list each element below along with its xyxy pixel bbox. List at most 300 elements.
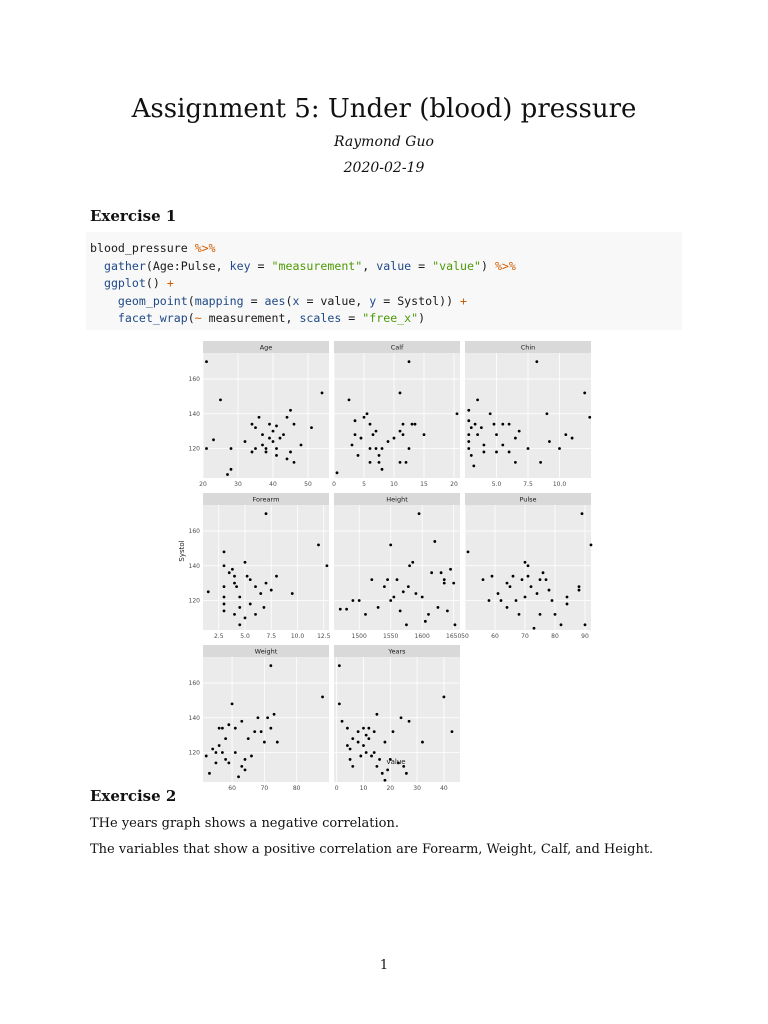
data-point [501,444,504,447]
data-point [375,447,378,450]
data-point [321,696,324,699]
code-token: = [341,311,363,325]
data-point [244,561,247,564]
x-tick-label: 50 [461,633,469,640]
code-token: ( [187,311,195,325]
data-point [354,419,357,422]
data-point [581,512,584,515]
data-point [408,447,411,450]
data-point [349,758,352,761]
code-block [86,232,682,330]
data-point [491,575,494,578]
data-point [489,412,492,415]
panel-background [465,505,591,630]
data-point [405,772,408,775]
data-point [535,360,538,363]
code-token: = [250,258,272,273]
data-point [470,426,473,429]
facet-scatter-figure [170,336,590,792]
panel-background [334,353,460,478]
data-point [289,451,292,454]
data-point [272,430,275,433]
data-point [508,423,511,426]
data-point [378,454,381,457]
data-point [488,599,491,602]
data-point [560,623,563,626]
data-point [205,360,208,363]
data-point [348,398,351,401]
data-point [364,613,367,616]
page-number: 1 [379,958,389,973]
data-point [545,578,548,581]
code-line [90,275,678,293]
data-point [373,751,376,754]
facet-panel [189,341,329,488]
data-point [247,737,250,740]
facet-label: Age [259,343,273,352]
data-point [238,623,241,626]
facet-label: Height [386,495,408,504]
y-tick-label: 160 [188,528,200,536]
code-token: value [376,258,412,273]
data-point [571,437,574,440]
x-tick-label: 7.5 [266,633,277,640]
data-point [375,765,378,768]
data-point [443,582,446,585]
facet-label: Forearm [252,495,280,504]
data-point [244,758,247,761]
data-point [205,447,208,450]
data-point [357,454,360,457]
data-point [427,613,430,616]
data-point [265,512,268,515]
data-point [443,578,446,581]
data-point [266,716,269,719]
data-point [508,451,511,454]
data-point [408,564,411,567]
data-point [249,603,252,606]
data-point [272,440,275,443]
x-tick-label: 40 [440,785,448,792]
data-point [211,748,214,751]
data-point [399,392,402,395]
data-point [370,578,373,581]
code-token: x [292,293,300,308]
data-point [387,440,390,443]
data-point [467,550,470,553]
data-point [524,561,527,564]
code-token: ggplot [103,276,146,290]
data-point [389,544,392,547]
data-point [367,737,370,740]
code-token: ~ [194,311,202,325]
code-token: measurement, [201,311,300,325]
data-point [381,447,384,450]
x-tick-label: 20 [450,481,458,488]
data-point [400,716,403,719]
data-point [282,433,285,436]
data-point [446,610,449,613]
data-point [402,423,405,426]
data-point [351,737,354,740]
x-tick-label: 15 [420,481,428,488]
data-point [578,585,581,588]
x-tick-label: 1600 [414,633,430,640]
data-point [212,438,215,441]
data-point [518,613,521,616]
y-tick-label: 160 [188,376,200,384]
data-point [286,416,289,419]
data-point [249,578,252,581]
data-point [251,423,254,426]
data-point [370,755,373,758]
data-point [584,623,587,626]
data-point [381,772,384,775]
data-point [449,568,452,571]
data-point [254,426,257,429]
data-point [207,590,210,593]
y-axis-label: Systol [178,540,186,562]
data-point [326,564,329,567]
data-point [590,544,593,547]
data-point [392,730,395,733]
data-point [430,571,433,574]
data-point [411,423,414,426]
data-point [231,702,234,705]
data-point [218,744,221,747]
data-point [384,741,387,744]
data-point [346,727,349,730]
facet-panel [189,493,331,640]
data-point [533,627,536,630]
data-point [381,468,384,471]
data-point [512,575,515,578]
data-point [509,585,512,588]
data-point [514,461,517,464]
data-point [369,423,372,426]
data-point [265,451,268,454]
data-point [383,585,386,588]
data-point [238,596,241,599]
data-point [456,412,459,415]
data-point [527,575,530,578]
data-point [346,744,349,747]
data-point [224,737,227,740]
x-tick-label: 7.5 [523,481,533,488]
data-point [539,461,542,464]
data-point [261,444,264,447]
code-line [90,293,678,311]
x-tick-label: 30 [413,785,421,792]
code-token: ( [187,293,195,308]
data-point [349,748,352,751]
data-point [223,596,226,599]
data-point [405,461,408,464]
code-token: = [411,258,433,273]
data-point [583,392,586,395]
x-tick-label: 1550 [383,633,399,640]
data-point [369,447,372,450]
data-point [476,433,479,436]
data-point [359,755,362,758]
data-point [554,613,557,616]
code-line [90,240,678,258]
exercise-2-paragraph-1: THe years graph shows a negative correlation. [90,816,399,831]
code-token [90,294,118,308]
facet-label: Weight [254,647,278,656]
panel-background [334,505,460,630]
data-point [408,720,411,723]
data-point [548,440,551,443]
data-point [351,765,354,768]
data-point [273,713,276,716]
code-token: (Age:Pulse, [145,258,230,273]
data-point [497,592,500,595]
facet-panel [465,341,591,488]
code-token: "value" [432,258,481,273]
x-tick-label: 80 [551,633,559,640]
data-point [495,451,498,454]
data-point [501,423,504,426]
data-point [362,744,365,747]
x-tick-label: 10 [359,785,368,792]
code-token: blood_pressure [90,241,195,255]
data-point [227,762,230,765]
data-point [244,768,247,771]
data-point [539,578,542,581]
x-tick-label: 1650 [446,633,462,640]
panel-background [203,353,329,478]
code-line [90,258,678,276]
exercise-2-paragraph-2: The variables that show a positive correlation are Forearm, Weight, Calf, and Height. [90,842,654,857]
x-tick-label: 0 [332,481,336,488]
x-tick-label: 60 [491,633,499,640]
data-point [223,610,226,613]
data-point [399,461,402,464]
data-point [237,775,240,778]
data-point [536,592,539,595]
data-point [483,451,486,454]
data-point [357,730,360,733]
data-point [551,599,554,602]
y-tick-label: 120 [188,597,200,605]
data-point [224,758,227,761]
code-token [90,311,118,325]
data-point [226,473,229,476]
data-point [240,720,243,723]
data-point [470,454,473,457]
data-point [223,585,226,588]
data-point [527,564,530,567]
x-tick-label: 10.0 [290,633,305,640]
data-point [275,575,278,578]
data-point [260,730,263,733]
data-point [215,751,218,754]
data-point [317,544,320,547]
data-point [205,755,208,758]
data-point [351,444,354,447]
facet-label: Calf [390,343,404,352]
data-point [223,603,226,606]
x-tick-label: 5 [362,481,366,488]
data-point [357,741,360,744]
exercise-2-heading: Exercise 2 [90,787,177,805]
data-point [514,437,517,440]
code-token: %>% [494,258,516,273]
data-point [339,608,342,611]
x-tick-label: 20 [386,785,395,792]
data-point [542,571,545,574]
x-axis-label: value [386,758,406,766]
facet-panel [334,493,462,640]
x-tick-label: 10.0 [552,481,567,488]
y-tick-label: 120 [188,749,200,757]
data-point [527,447,530,450]
data-point [300,444,303,447]
x-tick-label: 1500 [351,633,367,640]
data-point [341,720,344,723]
data-point [467,433,470,436]
data-point [362,727,365,730]
data-point [515,599,518,602]
data-point [367,727,370,730]
data-point [265,582,268,585]
data-point [223,550,226,553]
data-point [233,575,236,578]
data-point [265,447,268,450]
facet-label: Pulse [519,495,537,504]
data-point [218,727,221,730]
x-tick-label: 30 [234,481,242,488]
code-token: ( [285,293,293,308]
data-point [228,571,231,574]
data-point [363,416,366,419]
code-token: = Systol)) [376,293,461,308]
x-tick-label: 70 [521,633,529,640]
data-point [578,589,581,592]
data-point [480,426,483,429]
data-point [291,592,294,595]
data-point [437,606,440,609]
code-line [90,310,678,328]
document-title: Assignment 5: Under (blood) pressure [131,94,637,124]
data-point [373,730,376,733]
code-token: mapping [194,293,244,308]
code-token: y [369,293,377,308]
code-token: ) [480,258,495,273]
data-point [476,398,479,401]
code-token: + [460,293,468,308]
data-point [258,416,261,419]
data-point [558,447,561,450]
data-point [338,702,341,705]
data-point [483,444,486,447]
data-point [270,589,273,592]
data-point [221,751,224,754]
facet-panel [334,645,460,792]
data-point [566,596,569,599]
data-point [452,582,455,585]
data-point [500,599,503,602]
data-point [345,608,348,611]
data-point [352,599,355,602]
data-point [472,464,475,467]
author: Raymond Guo [334,134,434,150]
data-point [240,765,243,768]
facet-label: Chin [520,343,536,352]
code-token: gather [103,258,146,273]
data-point [261,433,264,436]
x-tick-label: 5.0 [491,481,502,488]
data-point [234,727,237,730]
data-point [518,430,521,433]
data-point [269,664,272,667]
code-token: %>% [194,241,216,255]
data-point [358,599,361,602]
code-token [90,276,104,290]
data-point [443,696,446,699]
data-point [377,606,380,609]
facet-label: Years [388,647,406,656]
data-point [234,751,237,754]
data-point [495,433,498,436]
data-point [365,734,368,737]
x-tick-label: 80 [292,785,301,792]
data-point [386,578,389,581]
data-point [566,603,569,606]
x-tick-label: 60 [228,785,236,792]
facet-panel [332,341,460,488]
data-point [269,727,272,730]
y-tick-label: 140 [188,562,200,570]
data-point [467,447,470,450]
x-tick-label: 0 [334,785,339,792]
data-point [440,571,443,574]
data-point [375,430,378,433]
data-point [259,592,262,595]
y-tick-label: 120 [188,445,200,453]
data-point [230,447,233,450]
data-point [231,568,234,571]
code-token: "free_x" [362,311,419,325]
code-token: scales [299,311,342,325]
data-point [365,751,368,754]
data-point [405,623,408,626]
data-point [253,730,256,733]
data-point [467,409,470,412]
data-point [424,620,427,623]
data-point [254,613,257,616]
data-point [215,762,218,765]
data-point [375,713,378,716]
data-point [310,426,313,429]
data-point [268,423,271,426]
data-point [354,433,357,436]
data-point [230,468,233,471]
data-point [564,433,567,436]
data-point [407,585,410,588]
data-point [454,623,457,626]
data-point [227,723,230,726]
data-point [268,437,271,440]
code-token: + [166,276,174,290]
data-point [493,423,496,426]
code-token: aes [264,293,286,308]
data-point [467,440,470,443]
data-point [250,755,253,758]
data-point [369,461,372,464]
code-token: "measurement" [271,258,363,273]
